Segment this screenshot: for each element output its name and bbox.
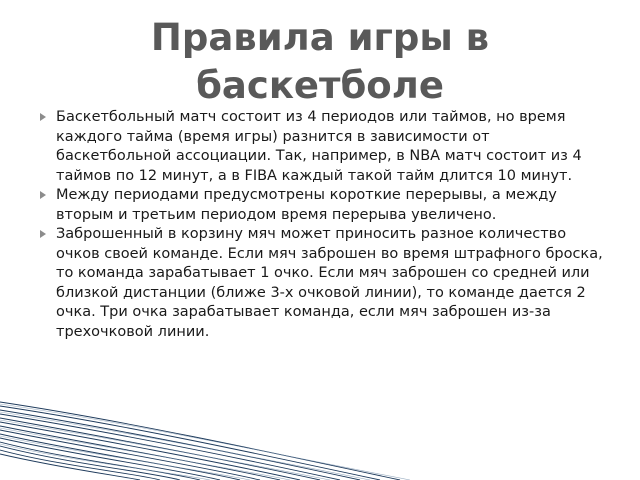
slide-title: Правила игры в баскетболе (150, 16, 490, 107)
bullet-text: Баскетбольный матч состоит из 4 периодов или таймов, но время каждого тайма (время игры) разнится в зависимости от баскетбольной ассоциации. Так, например, в NBA матч состоит из 4 таймов по 12 минут, а в FIBA каждый такой тайм длится 10 минут. (56, 109, 582, 184)
bullet-item (40, 225, 608, 342)
bullet-list (40, 108, 608, 342)
bullet-text: Заброшенный в корзину мяч может приносить разное количество очков своей команде. Если мяч заброшен во время штрафного броска, то команда зарабатывает 1 очко. Если мяч заброшен со средней или близкой дистанции (ближе 3-х очковой линии), то команде дается 2 очка. Три очка зарабатывает команда, если мяч заброшен из-за трехочковой линии. (56, 226, 603, 340)
triangle-bullet-icon (40, 230, 46, 238)
decorative-swoosh-lines (0, 380, 640, 480)
bullet-item (40, 108, 608, 186)
bullet-text: Между периодами предусмотрены короткие перерывы, а между вторым и третьим периодом время перерыва увеличено. (56, 187, 557, 223)
triangle-bullet-icon (40, 191, 46, 199)
bullet-item (40, 186, 608, 225)
triangle-bullet-icon (40, 113, 46, 121)
